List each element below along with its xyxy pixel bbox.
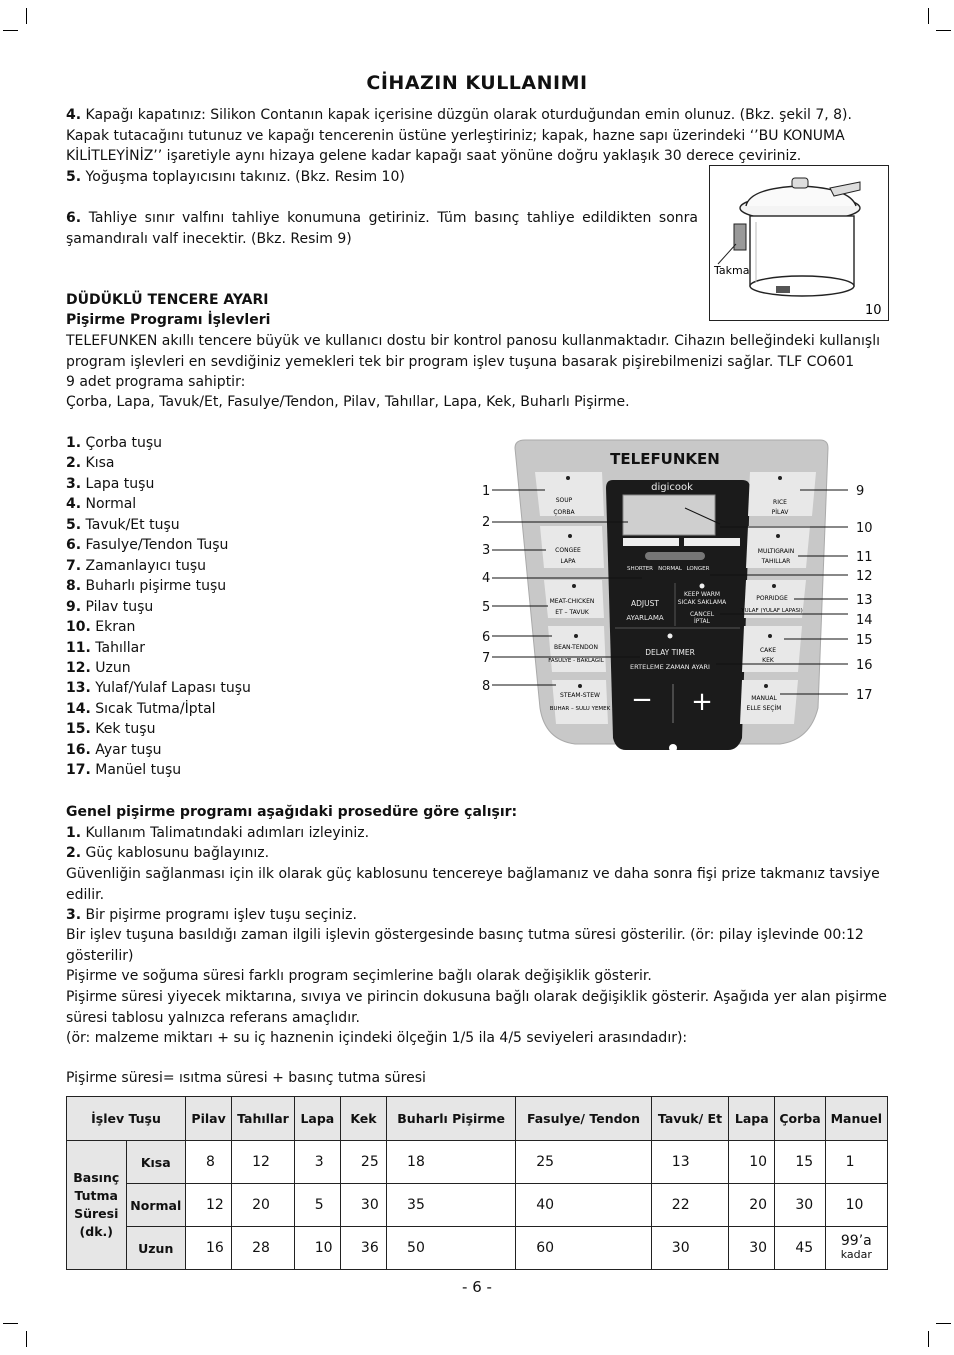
svg-text:NORMAL: NORMAL <box>658 566 682 572</box>
table-col-header: Çorba <box>775 1097 825 1141</box>
crop-mark <box>26 1331 27 1347</box>
svg-text:16: 16 <box>856 658 873 673</box>
svg-text:KEK: KEK <box>762 657 774 664</box>
procedure-heading: Genel pişirme programı aşağıdaki prosedüre göre çalışır: <box>66 804 518 820</box>
table-cell: 99’a kadar <box>825 1227 887 1270</box>
svg-text:12: 12 <box>856 569 873 584</box>
list-item: 13. Yulaf/Yulaf Lapası tuşu <box>66 680 251 697</box>
crop-mark <box>936 30 951 31</box>
list-item: 7. Zamanlayıcı tuşu <box>66 557 206 574</box>
list-item: 9. Pilav tuşu <box>66 598 154 615</box>
svg-text:MULTIGRAIN: MULTIGRAIN <box>757 548 795 555</box>
svg-text:15: 15 <box>856 633 873 648</box>
table-cell: 30 <box>340 1184 386 1227</box>
crop-mark <box>26 8 27 24</box>
svg-text:3: 3 <box>482 543 491 558</box>
list-item: 10. Ekran <box>66 619 136 636</box>
table-cell: 10 <box>729 1141 775 1184</box>
svg-text:CAKE: CAKE <box>759 647 777 654</box>
svg-text:ELLE SEÇİM: ELLE SEÇİM <box>746 705 782 712</box>
svg-text:13: 13 <box>856 593 873 608</box>
svg-text:KEEP WARM: KEEP WARM <box>683 591 721 598</box>
table-cell: 60 <box>516 1227 652 1270</box>
section-subheading: Pişirme Programı İşlevleri <box>66 312 271 328</box>
table-group-label: Basınç Tutma Süresi (dk.) <box>67 1141 127 1270</box>
table-row <box>67 1227 888 1270</box>
table-col-header: Pilav <box>186 1097 232 1141</box>
table-cell: 15 <box>775 1141 825 1184</box>
svg-text:2: 2 <box>482 515 491 530</box>
control-panel-svg <box>480 438 880 756</box>
svg-text:MANUAL: MANUAL <box>751 695 777 702</box>
list-item: 16. Ayar tuşu <box>66 741 162 758</box>
page-title: CİHAZIN KULLANIMI <box>366 72 588 94</box>
list-item: 4. Normal <box>66 496 137 513</box>
svg-text:SICAK SAKLAMA: SICAK SAKLAMA <box>677 599 727 606</box>
brand-sub: digicook <box>651 482 693 493</box>
table-cell: 40 <box>516 1184 652 1227</box>
table-row <box>67 1141 888 1184</box>
svg-text:LONGER: LONGER <box>686 566 710 572</box>
table-row <box>67 1184 888 1227</box>
table-col-header: Buharlı Pişirme <box>387 1097 516 1141</box>
table-cell: 28 <box>232 1227 295 1270</box>
crop-mark <box>928 1331 929 1347</box>
svg-text:SHORTER: SHORTER <box>626 566 654 572</box>
cooking-time-formula: Pişirme süresi= ısıtma süresi + basınç tutma süresi <box>66 1070 426 1086</box>
step-6: 6. Tahliye sınır valfını tahliye konumuna getiriniz. Tüm basınç tahliye edildikten sonra şamandıralı valf inecektir. (Bkz. Resim 9) <box>66 210 698 247</box>
svg-text:ADJUST: ADJUST <box>631 599 659 608</box>
table-row-label: Uzun <box>126 1227 186 1270</box>
procedure-step-3-note-2: Pişirme ve soğuma süresi farklı program seçimlerine bağlı olarak değişiklik gösterir. <box>66 968 652 984</box>
svg-text:STEAM-STEW: STEAM-STEW <box>560 692 600 699</box>
list-item: 5. Tavuk/Et tuşu <box>66 516 180 533</box>
table-col-header: Tahıllar <box>232 1097 295 1141</box>
table-header-row <box>67 1097 888 1141</box>
table-cell: 13 <box>651 1141 728 1184</box>
svg-text:PİLAV: PİLAV <box>771 509 789 516</box>
crop-mark <box>3 30 18 31</box>
pressure-cooker-illustration <box>710 166 888 320</box>
list-item: 6. Fasulye/Tendon Tuşu <box>66 537 229 554</box>
svg-text:SOUP: SOUP <box>555 497 573 504</box>
svg-text:ERTELEME ZAMAN AYARI: ERTELEME ZAMAN AYARI <box>630 663 710 671</box>
table-cell: 8 <box>186 1141 232 1184</box>
list-item: 3. Lapa tuşu <box>66 475 155 492</box>
list-item: 11. Tahıllar <box>66 639 145 656</box>
procedure-step-2: 2. Güç kablosunu bağlayınız. <box>66 845 270 861</box>
table-col-header: Tavuk/ Et <box>651 1097 728 1141</box>
section-heading: DÜDÜKLÜ TENCERE AYARI <box>66 292 269 308</box>
table-cell: 3 <box>294 1141 340 1184</box>
svg-text:9: 9 <box>856 484 865 499</box>
svg-text:AYARLAMA: AYARLAMA <box>626 614 664 622</box>
procedure-step-3-note-3: Pişirme süresi yiyecek miktarına, sıvıya ve pirincin dokusuna bağlı olarak değişiklik gösterir. Aşağıda yer alan pişirme süresi tablosu yalnızca referans amaçlıdır. <box>66 989 887 1026</box>
crop-mark <box>3 1323 18 1324</box>
table-cell: 10 <box>294 1227 340 1270</box>
svg-text:BEAN-TENDON: BEAN-TENDON <box>554 644 598 651</box>
table-cell: 35 <box>387 1184 516 1227</box>
table-col-header: Lapa <box>729 1097 775 1141</box>
table-cell: 36 <box>340 1227 386 1270</box>
minus-button: − <box>631 685 653 715</box>
svg-text:DELAY TIMER: DELAY TIMER <box>645 648 695 657</box>
brand-logo: TELEFUNKEN <box>610 450 720 468</box>
step-4: 4. Kapağı kapatınız: Silikon Contanın kapak içerisine düzgün olarak oturduğundan emin olunuz. (Bkz. şekil 7, 8). Kapak tutacağını tutunuz ve kapağı tencerenin üstüne yerleştiriniz; kapak, hazne sapı üzerindeki ‘’BU KONUMA KİLİTLEYİNİZ’’ işaretiyle aynı hizaya gelene kadar kapağı saat yönüne doğru yaklaşık 30 derece çeviriniz. <box>66 107 852 164</box>
svg-text:RICE: RICE <box>773 499 787 506</box>
list-item: 8. Buharlı pişirme tuşu <box>66 578 227 595</box>
svg-text:YULAF (YULAF LAPASI): YULAF (YULAF LAPASI) <box>741 608 803 614</box>
list-item: 2. Kısa <box>66 455 115 472</box>
svg-text:6: 6 <box>482 630 491 645</box>
step-5: 5. Yoğuşma toplayıcısını takınız. (Bkz. Resim 10) <box>66 169 405 185</box>
intro-line-2: 9 adet programa sahiptir: <box>66 374 246 390</box>
table-cell: 12 <box>186 1184 232 1227</box>
procedure-step-2-note: Güvenliğin sağlanması için ilk olarak güç kablosunu tencereye bağlamanız ve daha sonra fişi prize takmanız tavsiye edilir. <box>66 866 880 903</box>
svg-text:ÇORBA: ÇORBA <box>553 509 575 516</box>
button-list <box>66 433 251 781</box>
table-row-label: Kısa <box>126 1141 186 1184</box>
svg-text:8: 8 <box>482 679 491 694</box>
svg-text:TAHILLAR: TAHILLAR <box>761 558 791 565</box>
procedure-step-3-note: Bir işlev tuşuna basıldığı zaman ilgili işlevin göstergesinde basınç tutma süresi gösterilir. (ör: pilay işlevinde 00:12 gösterilir) <box>66 927 864 964</box>
table-col-header: Lapa <box>294 1097 340 1141</box>
table-cell: 16 <box>186 1227 232 1270</box>
figure-number: 10 <box>865 303 882 318</box>
table-cell: 25 <box>340 1141 386 1184</box>
table-corner: İşlev Tuşu <box>67 1097 186 1141</box>
svg-text:LAPA: LAPA <box>560 558 576 565</box>
table-cell: 30 <box>775 1184 825 1227</box>
svg-text:14: 14 <box>856 613 873 628</box>
svg-text:ET – TAVUK: ET – TAVUK <box>555 609 589 616</box>
svg-text:İPTAL: İPTAL <box>693 618 711 625</box>
table-cell: 22 <box>651 1184 728 1227</box>
figure-label-takma: Takma <box>714 264 750 277</box>
procedure-step-3: 3. Bir pişirme programı işlev tuşu seçiniz. <box>66 907 357 923</box>
table-cell: 20 <box>729 1184 775 1227</box>
table-cell: 20 <box>232 1184 295 1227</box>
list-item: 1. Çorba tuşu <box>66 435 163 451</box>
svg-text:CONGEE: CONGEE <box>555 547 581 554</box>
plus-button: + <box>691 687 713 717</box>
intro-paragraph: TELEFUNKEN akıllı tencere büyük ve kullanıcı dostu bir kontrol panosu kullanmaktadır. Cihazın belleğindeki kullanışlı program işlevleri en sevdiğiniz yemekleri tek bir program işlev tuşuna basarak pişirebilmenizi sağlar. TLF CO601 <box>66 333 880 370</box>
table-cell: 12 <box>232 1141 295 1184</box>
table-col-header: Manuel <box>825 1097 887 1141</box>
table-cell: 18 <box>387 1141 516 1184</box>
svg-text:7: 7 <box>482 651 491 666</box>
svg-text:CANCEL: CANCEL <box>689 611 715 618</box>
table-cell: 50 <box>387 1227 516 1270</box>
table-cell: 5 <box>294 1184 340 1227</box>
table-cell: 30 <box>729 1227 775 1270</box>
svg-text:1: 1 <box>482 484 491 499</box>
svg-text:MEAT-CHICKEN: MEAT-CHICKEN <box>549 598 595 605</box>
svg-text:BUHAR – SULU YEMEK: BUHAR – SULU YEMEK <box>549 706 611 712</box>
crop-mark <box>928 8 929 24</box>
svg-text:4: 4 <box>482 571 491 586</box>
intro-line-3: Çorba, Lapa, Tavuk/Et, Fasulye/Tendon, Pilav, Tahıllar, Lapa, Kek, Buharlı Pişirme. <box>66 394 630 410</box>
list-item: 12. Uzun <box>66 659 131 676</box>
control-panel-figure <box>480 438 880 756</box>
table-cell: 45 <box>775 1227 825 1270</box>
svg-text:PORRIDGE: PORRIDGE <box>756 595 788 602</box>
svg-text:FASULYE - BAKLAGİL: FASULYE - BAKLAGİL <box>548 658 604 664</box>
crop-mark <box>936 1323 951 1324</box>
table-cell: 25 <box>516 1141 652 1184</box>
svg-text:17: 17 <box>856 688 873 703</box>
table-cell: 1 <box>825 1141 887 1184</box>
page-number: - 6 - <box>462 1278 492 1296</box>
svg-text:5: 5 <box>482 600 491 615</box>
procedure-step-3-note-4: (ör: malzeme miktarı + su iç haznenin içindeki ölçeğin 1/5 ila 4/5 seviyeleri arasındadır): <box>66 1030 688 1046</box>
table-cell: 30 <box>651 1227 728 1270</box>
list-item: 17. Manüel tuşu <box>66 762 182 779</box>
list-item: 15. Kek tuşu <box>66 721 156 738</box>
table-cell: 10 <box>825 1184 887 1227</box>
svg-text:11: 11 <box>856 550 873 565</box>
list-item: 14. Sıcak Tutma/İptal <box>66 700 216 717</box>
table-col-header: Kek <box>340 1097 386 1141</box>
table-col-header: Fasulye/ Tendon <box>516 1097 652 1141</box>
table-row-label: Normal <box>126 1184 186 1227</box>
svg-text:10: 10 <box>856 521 873 536</box>
figure-10-condensation-collector <box>709 165 889 321</box>
procedure-step-1: 1. Kullanım Talimatındaki adımları izleyiniz. <box>66 825 370 841</box>
cooking-time-table <box>66 1096 888 1270</box>
